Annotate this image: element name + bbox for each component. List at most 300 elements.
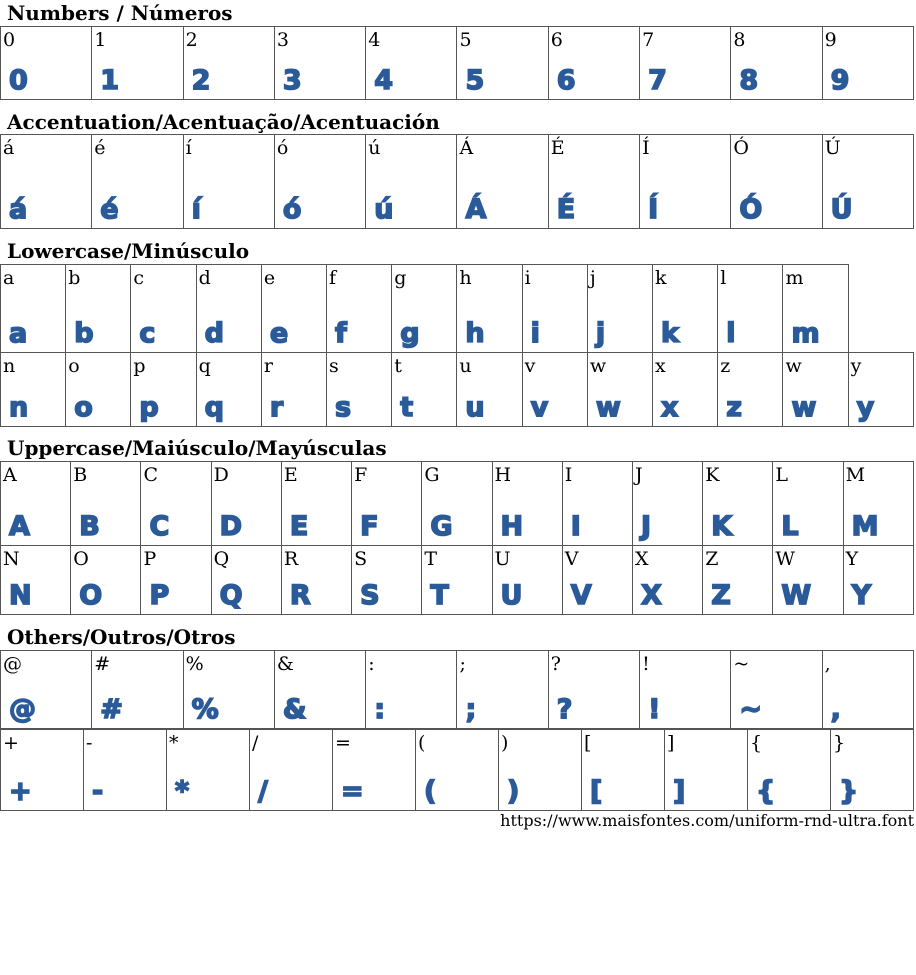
font-glyph-sample: & <box>282 694 307 725</box>
font-glyph-sample: ] <box>673 776 686 807</box>
glyph-cell <box>773 546 843 615</box>
character-label: q <box>198 355 211 377</box>
character-label: w <box>785 355 802 377</box>
font-glyph-sample: n <box>9 392 29 423</box>
font-glyph-sample: * <box>175 776 190 807</box>
font-glyph-sample: 3 <box>282 65 302 96</box>
character-label: U <box>494 548 511 570</box>
font-glyph-sample: Q <box>219 580 243 611</box>
glyph-cell <box>261 265 326 353</box>
glyph-cell <box>71 462 141 546</box>
section-heading-accents: Accentuation/Acentuação/Acentuación <box>7 110 440 134</box>
character-label: = <box>335 732 351 754</box>
character-label: % <box>185 653 204 675</box>
glyph-cell <box>366 651 457 729</box>
font-glyph-sample: , <box>830 694 841 725</box>
font-glyph-sample: 5 <box>465 65 485 96</box>
uppercase-row-2 <box>1 546 914 615</box>
font-glyph-sample: # <box>100 694 123 725</box>
glyph-cell <box>274 135 365 229</box>
glyph-cell <box>562 546 632 615</box>
glyph-cell <box>71 546 141 615</box>
character-label: Ó <box>733 137 749 159</box>
font-glyph-sample: Ú <box>830 194 853 225</box>
font-glyph-sample: W <box>781 580 812 611</box>
glyph-cell <box>1 730 84 811</box>
font-glyph-sample: U <box>500 580 523 611</box>
font-glyph-sample: P <box>149 580 170 611</box>
character-label: ] <box>667 732 675 754</box>
character-label: 1 <box>94 29 107 51</box>
font-glyph-sample: k <box>661 318 679 349</box>
font-glyph-sample: f <box>335 318 347 349</box>
font-glyph-sample: S <box>360 580 380 611</box>
glyph-cell <box>84 730 167 811</box>
character-label: J <box>634 464 643 486</box>
font-glyph-sample: u <box>465 392 485 423</box>
glyph-cell <box>632 546 702 615</box>
font-glyph-sample: F <box>360 511 379 542</box>
character-label: v <box>524 355 536 377</box>
font-glyph-sample: V <box>570 580 592 611</box>
font-glyph-sample: í <box>191 194 201 225</box>
font-glyph-sample: e <box>269 318 289 349</box>
character-label: - <box>86 732 93 754</box>
glyph-cell <box>822 27 913 100</box>
font-glyph-sample: 4 <box>374 65 393 96</box>
font-glyph-sample: 1 <box>100 65 120 96</box>
font-glyph-sample: Z <box>711 580 731 611</box>
font-glyph-sample: A <box>9 511 30 542</box>
character-label: 2 <box>185 29 198 51</box>
character-label: 8 <box>733 29 746 51</box>
glyph-cell <box>92 651 183 729</box>
glyph-cell <box>848 353 913 427</box>
character-label: } <box>833 732 846 754</box>
font-glyph-sample: ! <box>648 694 661 725</box>
glyph-cell <box>131 265 196 353</box>
character-label: ) <box>501 732 509 754</box>
font-glyph-sample: m <box>791 318 820 349</box>
glyph-cell <box>492 546 562 615</box>
character-label: V <box>564 548 579 570</box>
font-glyph-sample: - <box>92 776 104 807</box>
glyph-cell <box>250 730 333 811</box>
font-glyph-sample: 8 <box>739 65 759 96</box>
font-glyph-sample: x <box>661 392 679 423</box>
character-label: j <box>589 267 596 289</box>
glyph-cell <box>183 27 274 100</box>
font-glyph-sample: á <box>9 194 28 225</box>
font-glyph-sample: } <box>839 776 859 807</box>
glyph-cell <box>562 462 632 546</box>
glyph-cell <box>274 27 365 100</box>
lowercase-row-2 <box>1 353 914 427</box>
character-label: m <box>785 267 804 289</box>
character-label: F <box>354 464 368 486</box>
font-glyph-sample: I <box>570 511 581 542</box>
lowercase-row-1 <box>1 265 914 353</box>
character-label: , <box>824 653 831 675</box>
font-glyph-sample: h <box>465 318 485 349</box>
font-glyph-sample: g <box>400 318 420 349</box>
glyph-cell <box>843 462 913 546</box>
glyph-cell <box>1 651 92 729</box>
glyph-cell <box>640 135 731 229</box>
glyph-cell <box>492 462 562 546</box>
character-label: z <box>720 355 731 377</box>
glyph-cell <box>183 651 274 729</box>
font-glyph-sample: v <box>530 392 549 423</box>
others-row-2 <box>1 730 914 811</box>
glyph-cell <box>131 353 196 427</box>
character-label: n <box>3 355 16 377</box>
glyph-cell <box>196 265 261 353</box>
character-label: f <box>329 267 337 289</box>
glyph-cell <box>274 651 365 729</box>
glyph-cell <box>327 265 392 353</box>
font-glyph-sample: = <box>341 776 364 807</box>
glyph-cell <box>1 462 71 546</box>
font-glyph-sample: Y <box>851 580 872 611</box>
numbers-row <box>1 27 914 100</box>
glyph-cell <box>141 462 211 546</box>
glyph-cell <box>522 353 587 427</box>
character-label: y <box>850 355 862 377</box>
character-label: + <box>3 732 19 754</box>
glyph-cell <box>822 135 913 229</box>
glyph-cell <box>1 546 71 615</box>
character-label: 3 <box>276 29 289 51</box>
character-label: ; <box>459 653 466 675</box>
font-glyph-sample: J <box>640 511 652 542</box>
glyph-cell <box>731 135 822 229</box>
character-label: i <box>524 267 531 289</box>
glyph-cell <box>731 27 822 100</box>
font-glyph-sample: s <box>335 392 352 423</box>
character-label: t <box>394 355 402 377</box>
glyph-cell <box>261 353 326 427</box>
others-row-1 <box>1 651 914 729</box>
glyph-cell <box>822 651 913 729</box>
character-label: Q <box>213 548 230 570</box>
font-glyph-sample: ( <box>424 776 437 807</box>
font-glyph-sample: p <box>139 392 159 423</box>
glyph-cell <box>211 462 281 546</box>
character-label: Ú <box>824 137 841 159</box>
font-glyph-sample: H <box>500 511 524 542</box>
character-label: c <box>133 267 145 289</box>
font-glyph-sample: l <box>726 318 736 349</box>
font-glyph-sample: w <box>791 392 817 423</box>
glyph-cell <box>582 730 665 811</box>
glyph-cell <box>281 462 351 546</box>
character-label: w <box>589 355 607 377</box>
character-label: 4 <box>368 29 381 51</box>
character-label: ú <box>368 137 381 159</box>
glyph-cell <box>211 546 281 615</box>
character-label: S <box>354 548 368 570</box>
character-label: l <box>720 267 727 289</box>
character-label: M <box>845 464 866 486</box>
font-glyph-sample: M <box>851 511 879 542</box>
character-label: p <box>133 355 146 377</box>
glyph-cell <box>196 353 261 427</box>
accents-row <box>1 135 914 229</box>
lowercase-grid <box>0 264 914 427</box>
font-glyph-sample: ) <box>507 776 520 807</box>
character-label: É <box>550 137 565 159</box>
character-label: e <box>263 267 276 289</box>
character-label: C <box>143 464 158 486</box>
font-glyph-sample: c <box>139 318 156 349</box>
character-label: { <box>750 732 763 754</box>
glyph-cell <box>665 730 748 811</box>
glyph-cell <box>499 730 582 811</box>
character-label: B <box>73 464 88 486</box>
glyph-cell <box>718 353 783 427</box>
font-glyph-sample: é <box>100 194 119 225</box>
character-label: * <box>169 732 179 754</box>
character-label: í <box>185 137 192 159</box>
font-glyph-sample: / <box>258 776 268 807</box>
glyph-cell <box>92 135 183 229</box>
glyph-cell <box>783 353 848 427</box>
font-glyph-sample: q <box>204 392 224 423</box>
font-glyph-sample: E <box>289 511 309 542</box>
glyph-cell <box>640 651 731 729</box>
glyph-cell <box>281 546 351 615</box>
character-label: 7 <box>642 29 655 51</box>
character-label: s <box>329 355 339 377</box>
font-glyph-sample: o <box>74 392 93 423</box>
glyph-cell <box>703 462 773 546</box>
glyph-cell <box>183 135 274 229</box>
character-label: D <box>213 464 229 486</box>
section-heading-others: Others/Outros/Otros <box>7 625 236 649</box>
glyph-cell <box>327 353 392 427</box>
glyph-cell <box>632 462 702 546</box>
character-label: H <box>494 464 512 486</box>
glyph-cell <box>587 353 652 427</box>
font-glyph-sample: i <box>530 318 540 349</box>
glyph-cell <box>548 27 639 100</box>
font-glyph-sample: X <box>640 580 662 611</box>
font-glyph-sample: N <box>9 580 32 611</box>
character-label: g <box>394 267 407 289</box>
character-label: L <box>775 464 789 486</box>
font-glyph-sample: [ <box>590 776 603 807</box>
glyph-cell <box>1 265 66 353</box>
glyph-cell <box>352 462 422 546</box>
character-label: @ <box>3 653 22 675</box>
character-label: K <box>705 464 720 486</box>
font-glyph-sample: 2 <box>191 65 211 96</box>
glyph-cell <box>653 265 718 353</box>
character-label: A <box>3 464 17 486</box>
character-label: d <box>198 267 211 289</box>
character-label: é <box>94 137 106 159</box>
character-label: b <box>68 267 81 289</box>
glyph-cell <box>843 546 913 615</box>
uppercase-row-1 <box>1 462 914 546</box>
glyph-cell <box>457 265 522 353</box>
character-label: Í <box>642 137 650 159</box>
font-glyph-sample: a <box>9 318 28 349</box>
font-glyph-sample: Á <box>465 194 487 225</box>
character-label: I <box>564 464 573 486</box>
character-label: 0 <box>3 29 16 51</box>
font-glyph-sample: Ó <box>739 194 763 225</box>
font-glyph-sample: d <box>204 318 224 349</box>
character-label: / <box>252 732 259 754</box>
font-glyph-sample: { <box>756 776 776 807</box>
character-label: á <box>3 137 15 159</box>
glyph-cell <box>66 265 131 353</box>
glyph-cell <box>416 730 499 811</box>
character-label: T <box>424 548 437 570</box>
font-glyph-sample: 9 <box>830 65 850 96</box>
section-heading-lowercase: Lowercase/Minúsculo <box>7 239 250 263</box>
glyph-cell <box>748 730 831 811</box>
character-label: a <box>3 267 15 289</box>
font-glyph-sample: : <box>374 694 385 725</box>
glyph-cell <box>366 27 457 100</box>
character-label: Y <box>845 548 859 570</box>
glyph-cell <box>831 730 914 811</box>
uppercase-grid <box>0 461 914 615</box>
font-glyph-sample: % <box>191 694 219 725</box>
glyph-cell <box>92 27 183 100</box>
glyph-cell <box>522 265 587 353</box>
glyph-cell <box>333 730 416 811</box>
character-label: X <box>634 548 649 570</box>
character-label: h <box>459 267 472 289</box>
font-glyph-sample: w <box>595 392 621 423</box>
glyph-cell <box>457 353 522 427</box>
font-glyph-sample: y <box>856 392 875 423</box>
glyph-cell <box>548 135 639 229</box>
character-label: o <box>68 355 80 377</box>
character-label: & <box>276 653 294 675</box>
glyph-cell <box>1 135 92 229</box>
character-label: W <box>775 548 795 570</box>
character-label: u <box>459 355 472 377</box>
glyph-cell <box>653 353 718 427</box>
font-glyph-sample: R <box>289 580 311 611</box>
glyph-cell <box>392 353 457 427</box>
glyph-cell <box>167 730 250 811</box>
glyph-cell <box>718 265 783 353</box>
glyph-cell <box>457 27 548 100</box>
font-glyph-sample: r <box>269 392 284 423</box>
font-glyph-sample: j <box>595 318 606 349</box>
glyph-cell <box>773 462 843 546</box>
glyph-cell <box>457 135 548 229</box>
font-glyph-sample: @ <box>9 694 36 725</box>
character-label: E <box>283 464 298 486</box>
numbers-grid <box>0 26 914 100</box>
glyph-cell <box>457 651 548 729</box>
glyph-cell <box>640 27 731 100</box>
source-url: https://www.maisfontes.com/uniform-rnd-ultra.font <box>500 811 914 830</box>
others-grid-1 <box>0 650 914 729</box>
glyph-cell <box>1 27 92 100</box>
glyph-cell <box>1 353 66 427</box>
font-glyph-sample: 7 <box>648 65 667 96</box>
others-grid-2 <box>0 729 914 811</box>
character-label: ? <box>550 653 561 675</box>
glyph-cell <box>392 265 457 353</box>
font-glyph-sample: ú <box>374 194 394 225</box>
glyph-cell <box>703 546 773 615</box>
glyph-cell <box>66 353 131 427</box>
accents-grid <box>0 134 914 229</box>
glyph-cell <box>352 546 422 615</box>
font-glyph-sample: O <box>79 580 103 611</box>
character-label: ~ <box>733 653 750 675</box>
glyph-cell <box>548 651 639 729</box>
character-label: G <box>424 464 440 486</box>
character-label: x <box>655 355 666 377</box>
font-glyph-sample: ; <box>465 694 477 725</box>
font-glyph-sample: 0 <box>9 65 28 96</box>
font-glyph-sample: C <box>149 511 170 542</box>
font-glyph-sample: b <box>74 318 94 349</box>
font-glyph-sample: + <box>9 776 32 807</box>
font-glyph-sample: 6 <box>556 65 576 96</box>
font-glyph-sample: L <box>781 511 799 542</box>
character-label: Á <box>459 137 474 159</box>
character-label: ó <box>276 137 289 159</box>
character-label: : <box>368 653 375 675</box>
font-glyph-sample: G <box>430 511 453 542</box>
glyph-cell <box>366 135 457 229</box>
character-label: P <box>143 548 157 570</box>
character-label: O <box>73 548 89 570</box>
glyph-cell <box>587 265 652 353</box>
glyph-cell <box>422 462 492 546</box>
character-label: R <box>283 548 299 570</box>
character-label: 6 <box>550 29 563 51</box>
character-label: Z <box>705 548 719 570</box>
glyph-cell <box>731 651 822 729</box>
font-glyph-sample: T <box>430 580 449 611</box>
character-label: k <box>655 267 667 289</box>
glyph-cell <box>422 546 492 615</box>
section-heading-uppercase: Uppercase/Maiúsculo/Mayúsculas <box>7 436 387 460</box>
character-label: 9 <box>824 29 837 51</box>
glyph-cell <box>141 546 211 615</box>
character-label: N <box>3 548 20 570</box>
font-glyph-sample: z <box>726 392 742 423</box>
character-label: ! <box>642 653 650 675</box>
character-label: r <box>263 355 273 377</box>
character-label: ( <box>418 732 426 754</box>
font-glyph-sample: B <box>79 511 100 542</box>
character-label: # <box>94 653 111 675</box>
font-glyph-sample: É <box>556 194 576 225</box>
font-glyph-sample: K <box>711 511 733 542</box>
font-glyph-sample: Í <box>648 194 659 225</box>
character-label: 5 <box>459 29 472 51</box>
section-heading-numbers: Numbers / Números <box>7 1 233 25</box>
font-glyph-sample: D <box>219 511 243 542</box>
font-glyph-sample: ? <box>556 694 573 725</box>
font-glyph-sample: t <box>400 392 414 423</box>
character-label: [ <box>584 732 592 754</box>
font-glyph-sample: ~ <box>739 694 762 725</box>
